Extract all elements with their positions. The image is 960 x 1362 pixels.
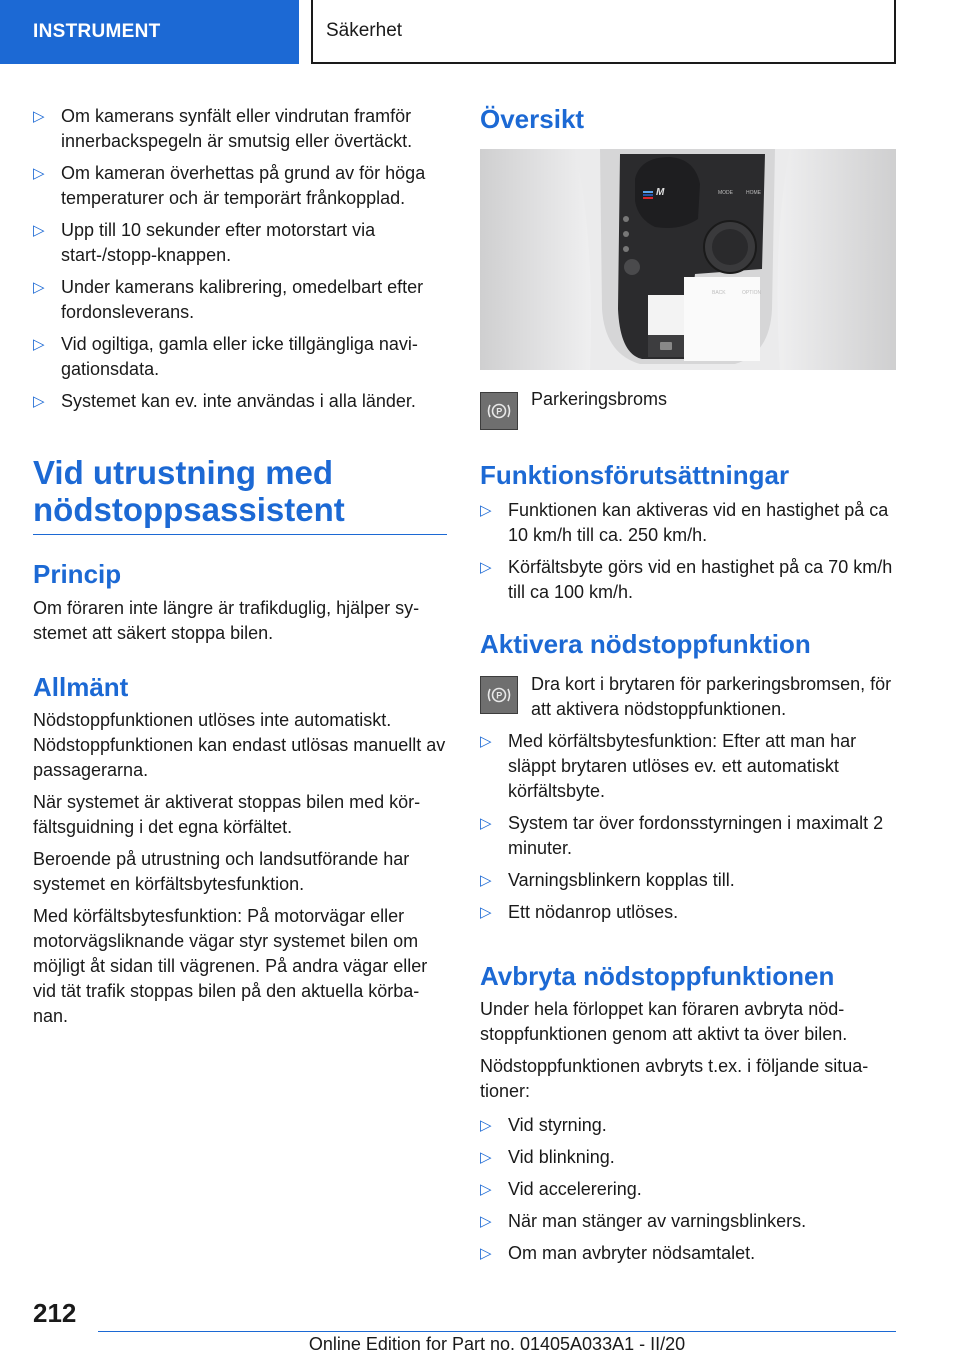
paragraph: Under hela förloppet kan föraren avbryta nöd-stoppfunktionen genom att aktivt ta över bilen. [480,999,848,1044]
paragraph: Nödstoppfunktionen utlöses inte automatiskt. Nödstoppfunktionen kan endast utlösas manuellt av passagerarna. [33,710,446,780]
title-divider [33,534,447,535]
triangle-bullet-icon: ▷ [480,1245,492,1262]
list-item: ▷ System tar över fordonsstyrningen i maximalt 2 minuter. [480,813,884,858]
triangle-bullet-icon: ▷ [33,336,45,353]
triangle-bullet-icon: ▷ [480,1181,492,1198]
intro-bullet-list [33,104,447,421]
center-console-image [480,149,896,370]
triangle-bullet-icon: ▷ [480,872,492,889]
triangle-bullet-icon: ▷ [480,559,492,576]
triangle-bullet-icon: ▷ [33,393,45,410]
list-item: ▷ Systemet kan ev. inte användas i alla länder. [33,389,447,414]
paragraph: När systemet är aktiverat stoppas bilen med kör-fältsguidning i det egna körfältet. [33,792,421,837]
list-item: ▷ Vid ogiltiga, gamla eller icke tillgängliga navi-gationsdata. [33,334,418,379]
list-item: ▷ Vid accelerering. [480,1177,896,1202]
aktivera-bullet-list [480,729,896,932]
edition-footer: Online Edition for Part no. 01405A033A1 - II/20 [308,1334,686,1354]
triangle-bullet-icon: ▷ [480,733,492,750]
svg-text:P: P [496,690,503,701]
footer-divider [98,1331,896,1332]
list-item: ▷ Funktionen kan aktiveras vid en hastighet på ca 10 km/h till ca. 250 km/h. [480,500,889,545]
triangle-bullet-icon: ▷ [33,222,45,239]
princip-heading: Princip [33,559,122,589]
svg-text:HOME: HOME [746,190,761,196]
princip-text: Om föraren inte längre är trafikduglig, hjälper sy-stemet att säkert stoppa bilen. [33,598,420,643]
triangle-bullet-icon: ▷ [480,1149,492,1166]
parking-brake-icon [480,392,518,430]
parking-brake-label: Parkeringsbroms [531,389,668,409]
list-item: ▷ Vid blinkning. [480,1145,896,1170]
list-item: ▷ Varningsblinkern kopplas till. [480,868,896,893]
paragraph: Nödstoppfunktionen avbryts t.ex. i följande situa-tioner: [480,1056,869,1101]
page-number: 212 [33,1298,77,1328]
triangle-bullet-icon: ▷ [480,904,492,921]
svg-text:P: P [496,406,503,417]
triangle-bullet-icon: ▷ [33,165,45,182]
svg-text:OPTION: OPTION [742,290,762,296]
funktionsforutsattningar-heading: Funktionsförutsättningar [480,460,790,490]
triangle-bullet-icon: ▷ [480,1213,492,1230]
list-item: ▷ Om man avbryter nödsamtalet. [480,1241,896,1266]
paragraph: Beroende på utrustning och landsutförande har systemet en körfältsbytesfunktion. [33,849,410,894]
funk-bullet-list [480,498,896,612]
oversikt-heading: Översikt [480,104,585,134]
list-item: ▷ Ett nödanrop utlöses. [480,900,896,925]
list-item: ▷ Om kameran överhettas på grund av för höga temperaturer och är temporärt frånkopplad. [33,163,426,208]
main-title: Vid utrustning med nödstoppsassistent [33,454,345,528]
list-item: ▷ När man stänger av varningsblinkers. [480,1209,896,1234]
allmant-text [33,708,447,1036]
chapter-tab: INSTRUMENT [0,0,299,64]
avbryta-bullet-list [480,1113,896,1273]
center-console-illustration [480,149,896,370]
list-item: ▷ Under kamerans kalibrering, omedelbart efter fordonsleverans. [33,277,424,322]
triangle-bullet-icon: ▷ [33,279,45,296]
parking-brake-icon [480,676,518,714]
triangle-bullet-icon: ▷ [480,502,492,519]
section-title: Säkerhet [311,0,896,64]
triangle-bullet-icon: ▷ [480,815,492,832]
avbryta-heading: Avbryta nödstoppfunktionen [480,961,835,991]
svg-text:MODE: MODE [718,190,733,196]
list-item: ▷ Vid styrning. [480,1113,896,1138]
list-item: ▷ Upp till 10 sekunder efter motorstart via start-/stopp-knappen. [33,220,376,265]
aktivera-text: Dra kort i brytaren för parkeringsbromsen, för att aktivera nödstoppfunktionen. [531,674,892,719]
triangle-bullet-icon: ▷ [480,1117,492,1134]
list-item: ▷ Körfältsbyte görs vid en hastighet på ca 70 km/h till ca 100 km/h. [480,557,893,602]
allmant-heading: Allmänt [33,672,129,702]
list-item: ▷ Med körfältsbytesfunktion: Efter att man har släppt brytaren utlöses ev. ett automatiskt körfältsbyte. [480,731,857,801]
svg-text:BACK: BACK [712,290,726,296]
list-item: ▷ Om kamerans synfält eller vindrutan framför innerbackspegeln är smutsig eller övertäckt. [33,106,413,151]
paragraph: Med körfältsbytesfunktion: På motorvägar eller motorvägsliknande vägar styr systemet bilen om möjligt åt sidan till vägrenen. På andra vägar eller vid tät trafik stoppas bilen på den aktuella körba-nan. [33,906,428,1026]
svg-text:M: M [656,187,665,198]
triangle-bullet-icon: ▷ [33,108,45,125]
avbryta-text [480,997,896,1111]
aktivera-heading: Aktivera nödstoppfunktion [480,629,811,659]
